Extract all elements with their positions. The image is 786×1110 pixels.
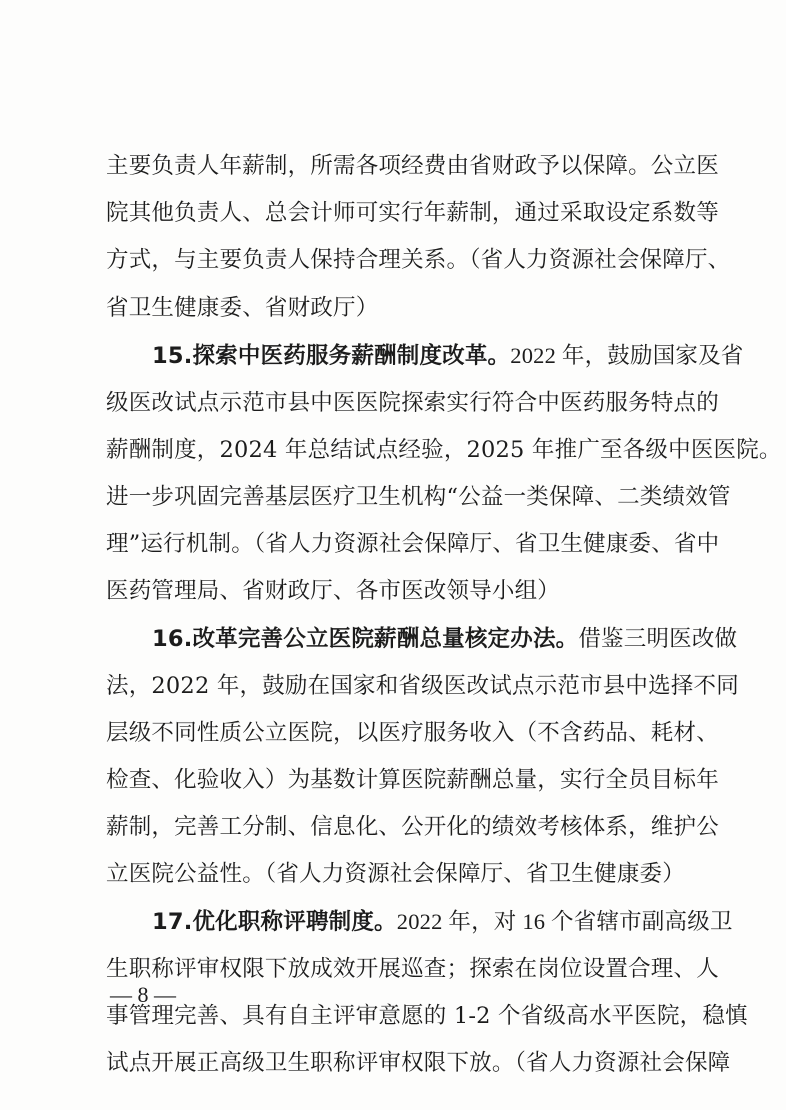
text-line: 主要负责人年薪制，所需各项经费由省财政予以保障。公立医	[106, 153, 719, 179]
section-17-first-line: 17.优化职称评聘制度。2022 年，对 16 个省辖市副高级卫	[0, 904, 786, 940]
text-line: 级医改试点示范市县中医医院探索实行符合中医药服务特点的	[106, 390, 719, 416]
section-15-first-line: 15.探索中医药服务薪酬制度改革。2022 年，鼓励国家及省	[0, 338, 786, 374]
text-line: 试点开展正高级卫生职称评审权限下放。（省人力资源社会保障	[106, 1050, 731, 1076]
text-line: 生职称评审权限下放成效开展巡查；探索在岗位设置合理、人	[106, 956, 719, 982]
section-heading: 15.探索中医药服务薪酬制度改革。	[152, 343, 511, 369]
text-line: 薪制，完善工分制、信息化、公开化的绩效考核体系，维护公	[106, 814, 719, 840]
text-line: 医药管理局、省财政厅、各市医改领导小组）	[106, 578, 561, 604]
section-heading: 17.优化职称评聘制度。	[152, 909, 397, 935]
text-line: 院其他负责人、总会计师可实行年薪制，通过采取设定系数等	[106, 200, 719, 226]
text-line: 薪酬制度，2024 年总结试点经验，2025 年推广至各级中医医院。	[106, 437, 782, 463]
text-line: 法，2022 年，鼓励在国家和省级医改试点示范市县中选择不同	[106, 673, 739, 699]
section-heading: 16.改革完善公立医院薪酬总量核定办法。	[152, 626, 579, 652]
text-line: 层级不同性质公立医院，以医疗服务收入（不含药品、耗材、	[106, 720, 719, 746]
text-line: 事管理完善、具有自主评审意愿的 1-2 个省级高水平医院，稳慎	[106, 1003, 748, 1029]
text-line: 进一步巩固完善基层医疗卫生机构“公益一类保障、二类绩效管	[106, 484, 731, 510]
text-line: 检查、化验收入）为基数计算医院薪酬总量，实行全员目标年	[106, 767, 719, 793]
section-16-first-line: 16.改革完善公立医院薪酬总量核定办法。借鉴三明医改做	[0, 621, 786, 657]
text-line: 省卫生健康委、省财政厅）	[106, 295, 379, 321]
text-line: 理”运行机制。（省人力资源社会保障厅、省卫生健康委、省中	[106, 531, 720, 557]
text-line: 方式，与主要负责人保持合理关系。（省人力资源社会保障厅、	[106, 247, 731, 273]
page-number: — 8 —	[110, 982, 176, 1007]
text-line: 立医院公益性。（省人力资源社会保障厅、省卫生健康委）	[106, 861, 685, 887]
